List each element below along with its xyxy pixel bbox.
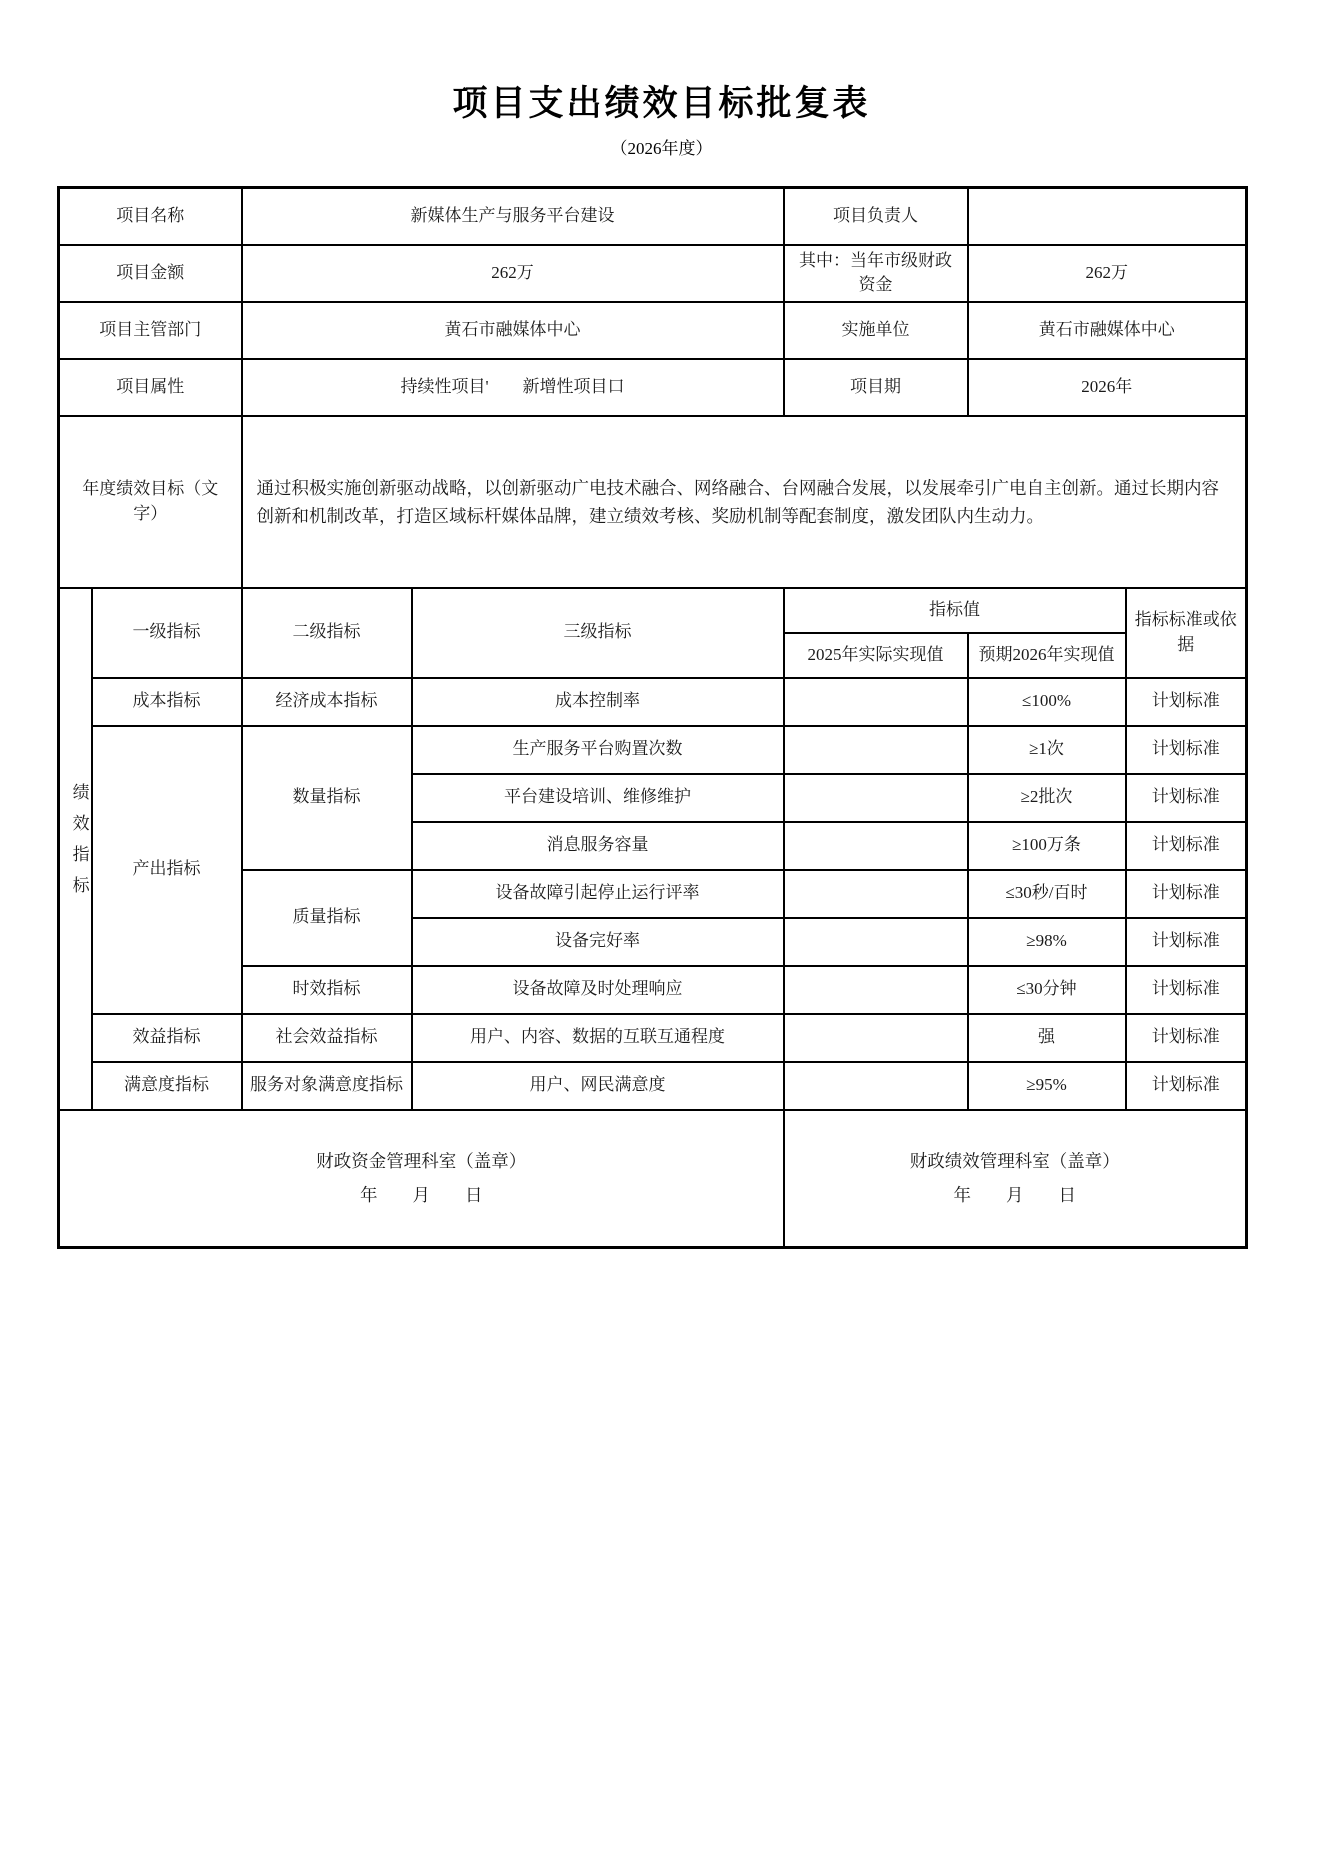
level3-training-maintenance: 平台建设培训、维修维护 [412,774,784,822]
standard-cell: 计划标准 [1126,1014,1247,1062]
project-leader-label: 项目负责人 [784,188,968,245]
actual-value-cell [784,1062,968,1110]
level2-service-satisfaction: 服务对象满意度指标 [242,1062,412,1110]
actual-value-cell [784,774,968,822]
expected-value-cell: ≤100% [968,678,1126,726]
performance-office-signature-cell [784,1110,1247,1248]
project-name-value: 新媒体生产与服务平台建设 [242,188,784,245]
indicator-row-cost [59,678,1247,726]
actual-value-cell [784,678,968,726]
level1-satisfaction: 满意度指标 [92,1062,242,1110]
info-row-attribute [59,359,1247,416]
indicator-row-satisfaction [59,1062,1247,1110]
actual-value-cell [784,822,968,870]
header-level3: 三级指标 [412,588,784,678]
standard-cell: 计划标准 [1126,774,1247,822]
header-expected-2026: 预期2026年实现值 [968,633,1126,678]
city-fiscal-fund-label: 其中：当年市级财政资金 [784,245,968,302]
department-value: 黄石市融媒体中心 [242,302,784,359]
level2-economic-cost: 经济成本指标 [242,678,412,726]
standard-cell: 计划标准 [1126,822,1247,870]
expected-value-cell: ≥100万条 [968,822,1126,870]
level3-equipment-intact-rate: 设备完好率 [412,918,784,966]
signature-row [59,1110,1247,1248]
level1-cost: 成本指标 [92,678,242,726]
city-fiscal-fund-value: 262万 [968,245,1247,302]
standard-cell: 计划标准 [1126,966,1247,1014]
actual-value-cell [784,870,968,918]
level2-quality: 质量指标 [242,870,412,966]
performance-office-title: 财政绩效管理科室（盖章） [909,1151,1120,1172]
project-attribute-label: 项目属性 [59,359,242,416]
header-actual-2025: 2025年实际实现值 [784,633,968,678]
fund-office-signature-cell [59,1110,784,1248]
annual-goal-label: 年度绩效目标（文字） [59,416,242,588]
standard-cell: 计划标准 [1126,1062,1247,1110]
standard-cell: 计划标准 [1126,726,1247,774]
performance-office-date: 年 月 日 [953,1184,1076,1205]
standard-cell: 计划标准 [1126,678,1247,726]
info-row-department [59,302,1247,359]
performance-indicator-side-label: 绩效指标 [59,588,92,1110]
project-amount-label: 项目金额 [59,245,242,302]
expected-value-cell: ≥95% [968,1062,1126,1110]
level3-interconnection: 用户、内容、数据的互联互通程度 [412,1014,784,1062]
level3-platform-purchase: 生产服务平台购置次数 [412,726,784,774]
performance-target-table [57,186,1248,1249]
page-subtitle: （2026年度） [610,139,713,158]
level3-fault-response: 设备故障及时处理响应 [412,966,784,1014]
project-attribute-value: 持续性项目' 新增性项目口 [242,359,784,416]
standard-cell: 计划标准 [1126,870,1247,918]
level1-output: 产出指标 [92,726,242,1014]
expected-value-cell: ≥1次 [968,726,1126,774]
level3-user-satisfaction: 用户、网民满意度 [412,1062,784,1110]
project-leader-value [968,188,1247,245]
header-standard: 指标标准或依据 [1126,588,1247,678]
level1-benefit: 效益指标 [92,1014,242,1062]
standard-cell: 计划标准 [1126,918,1247,966]
expected-value-cell: 强 [968,1014,1126,1062]
level3-message-capacity: 消息服务容量 [412,822,784,870]
implementing-unit-label: 实施单位 [784,302,968,359]
annual-goal-row [59,416,1247,588]
info-row-project-name [59,188,1247,245]
implementing-unit-value: 黄石市融媒体中心 [968,302,1247,359]
header-indicator-value-group: 指标值 [784,588,1126,633]
expected-value-cell: ≤30分钟 [968,966,1126,1014]
page-title: 项目支出绩效目标批复表 [452,84,871,123]
project-period-label: 项目期 [784,359,968,416]
actual-value-cell [784,1014,968,1062]
actual-value-cell [784,918,968,966]
fund-office-date: 年 月 日 [360,1184,483,1205]
header-level2: 二级指标 [242,588,412,678]
fund-office-title: 财政资金管理科室（盖章） [316,1151,527,1172]
level2-timeliness: 时效指标 [242,966,412,1014]
actual-value-cell [784,966,968,1014]
expected-value-cell: ≤30秒/百时 [968,870,1126,918]
level3-fault-stop-rate: 设备故障引起停止运行评率 [412,870,784,918]
project-period-value: 2026年 [968,359,1247,416]
info-row-project-amount [59,245,1247,302]
project-name-label: 项目名称 [59,188,242,245]
annual-goal-text: 通过积极实施创新驱动战略，以创新驱动广电技术融合、网络融合、台网融合发展，以发展牵引广电自主创新。通过长期内容创新和机制改革，打造区域标杆媒体品牌，建立绩效考核、奖励机制等配套制度，激发团队内生动力。 [242,416,1247,588]
actual-value-cell [784,726,968,774]
department-label: 项目主管部门 [59,302,242,359]
project-amount-value: 262万 [242,245,784,302]
indicator-row-output-1 [59,726,1247,774]
expected-value-cell: ≥98% [968,918,1126,966]
level3-cost-control: 成本控制率 [412,678,784,726]
level2-social-benefit: 社会效益指标 [242,1014,412,1062]
indicator-row-benefit [59,1014,1247,1062]
expected-value-cell: ≥2批次 [968,774,1126,822]
level2-quantity: 数量指标 [242,726,412,870]
indicator-header-row-1 [59,588,1247,633]
header-level1: 一级指标 [92,588,242,678]
